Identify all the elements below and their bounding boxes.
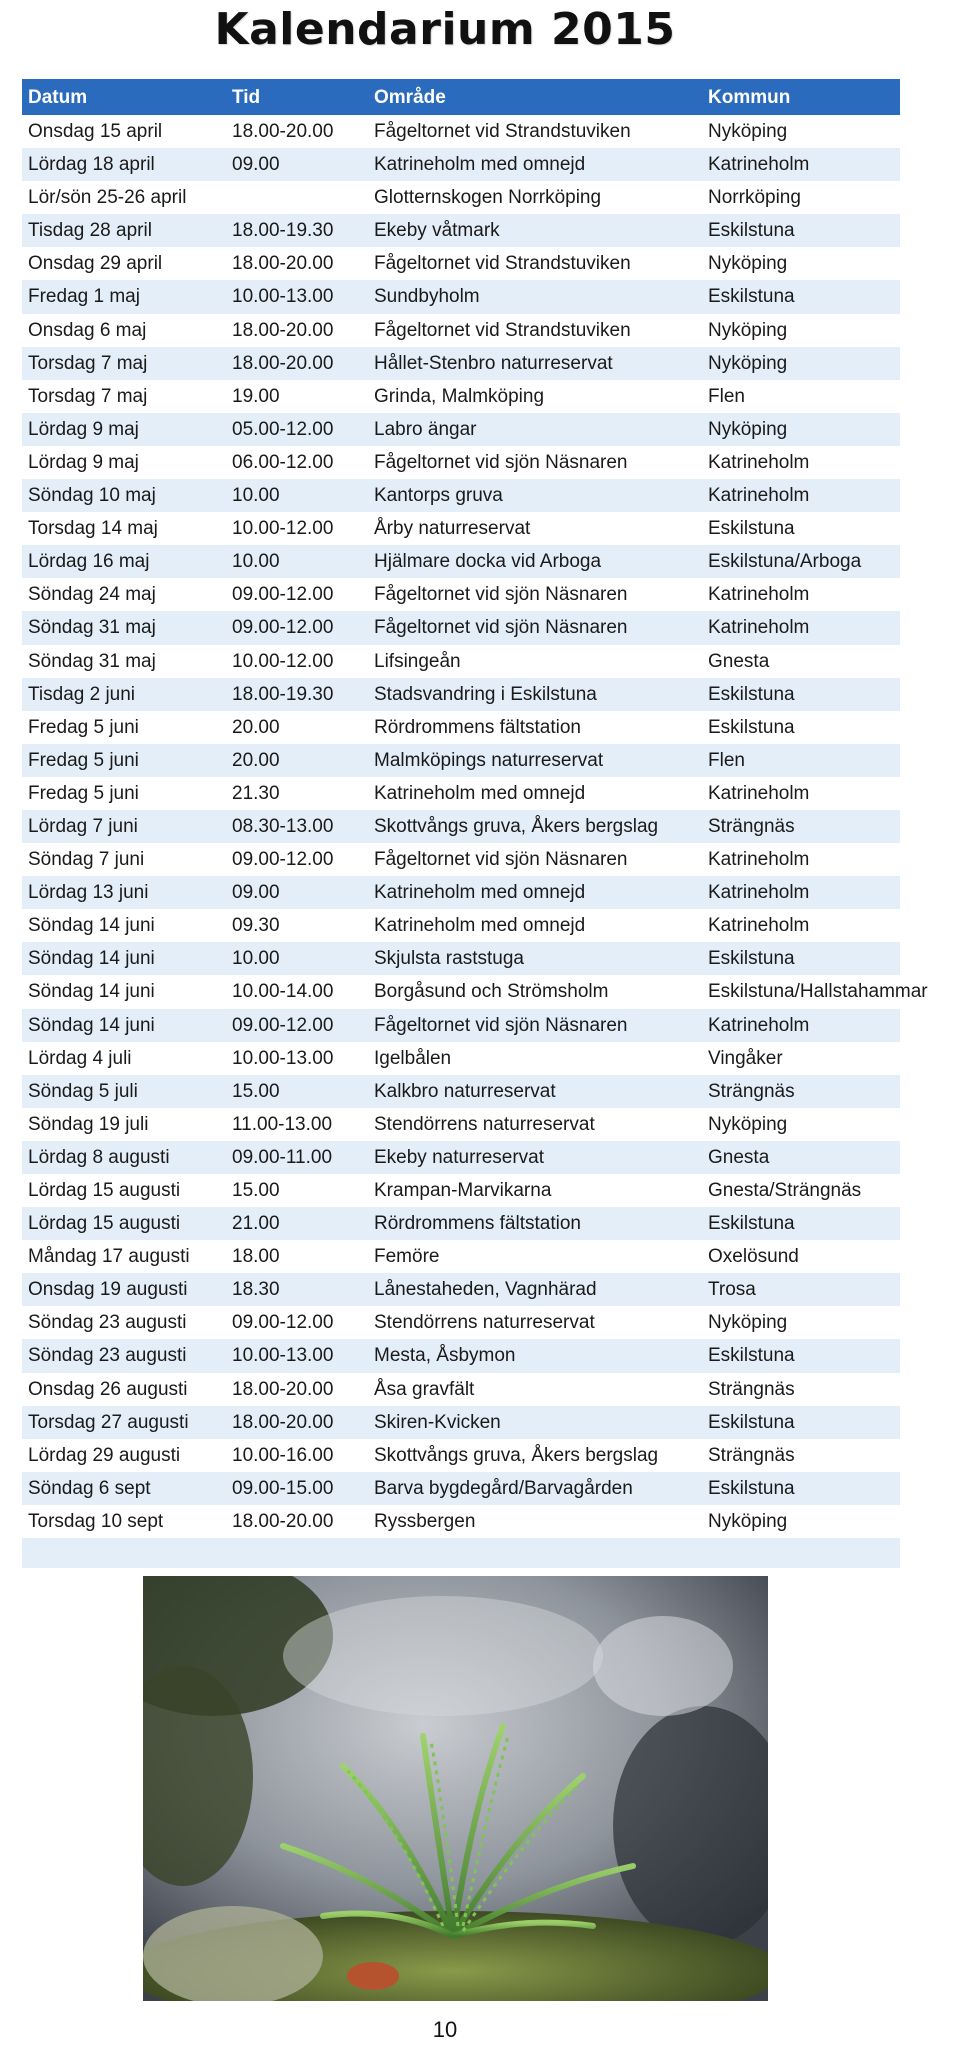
page-title: Kalendarium 2015 <box>214 4 676 55</box>
cell-area: Sundbyholm <box>374 286 480 308</box>
cell-area: Kalkbro naturreservat <box>374 1080 556 1102</box>
cell-municipality: Katrineholm <box>708 782 810 804</box>
cell-date: Lördag 4 juli <box>28 1047 132 1069</box>
table-row <box>22 115 900 148</box>
table-row <box>22 545 900 578</box>
table-row <box>22 1273 900 1306</box>
table-row <box>22 1339 900 1372</box>
cell-time: 10.00-13.00 <box>232 286 334 308</box>
cell-time: 18.00-20.00 <box>232 253 334 275</box>
cell-municipality: Eskilstuna <box>708 948 795 970</box>
cell-time: 19.00 <box>232 385 280 407</box>
cell-date: Lördag 9 maj <box>28 418 139 440</box>
cell-time: 09.30 <box>232 915 280 937</box>
cell-municipality: Katrineholm <box>708 584 810 606</box>
cell-municipality: Katrineholm <box>708 485 810 507</box>
cell-time: 09.00 <box>232 154 280 176</box>
cell-municipality: Eskilstuna <box>708 1345 795 1367</box>
cell-time: 09.00-12.00 <box>232 617 334 639</box>
cell-area: Fågeltornet vid sjön Näsnaren <box>374 451 628 473</box>
cell-time: 18.00-20.00 <box>232 1411 334 1433</box>
cell-time: 08.30-13.00 <box>232 815 334 837</box>
cell-date: Måndag 17 augusti <box>28 1246 190 1268</box>
cell-date: Söndag 10 maj <box>28 485 156 507</box>
cell-date: Fredag 1 maj <box>28 286 140 308</box>
cell-area: Kantorps gruva <box>374 485 503 507</box>
cell-time: 20.00 <box>232 716 280 738</box>
calendar-table <box>22 79 928 1568</box>
table-row <box>22 1207 900 1240</box>
cell-municipality: Katrineholm <box>708 882 810 904</box>
cell-time: 21.30 <box>232 782 280 804</box>
cell-municipality: Nyköping <box>708 1312 788 1334</box>
cell-time: 09.00-12.00 <box>232 849 334 871</box>
header-date: Datum <box>28 87 88 108</box>
cell-time: 09.00-12.00 <box>232 584 334 606</box>
cell-date: Torsdag 7 maj <box>28 352 148 374</box>
cell-date: Söndag 5 juli <box>28 1080 138 1102</box>
cell-area: Lånestaheden, Vagnhärad <box>374 1279 597 1301</box>
cell-area: Borgåsund och Strömsholm <box>374 981 609 1003</box>
cell-municipality: Katrineholm <box>708 915 810 937</box>
cell-date: Torsdag 14 maj <box>28 518 158 540</box>
table-row <box>22 1472 900 1505</box>
cell-time: 05.00-12.00 <box>232 418 334 440</box>
cell-municipality: Gnesta <box>708 1146 770 1168</box>
cell-area: Katrineholm med omnejd <box>374 882 586 904</box>
fern-photo <box>143 1576 768 2001</box>
cell-area: Fågeltornet vid Strandstuviken <box>374 253 631 275</box>
cell-municipality: Eskilstuna/Hallstahammar <box>708 981 928 1003</box>
cell-date: Söndag 19 juli <box>28 1113 149 1135</box>
cell-date: Torsdag 27 augusti <box>28 1411 189 1433</box>
cell-municipality: Strängnäs <box>708 1444 795 1466</box>
table-row <box>22 1439 900 1472</box>
cell-time: 10.00-13.00 <box>232 1047 334 1069</box>
cell-municipality: Eskilstuna <box>708 286 795 308</box>
cell-time: 21.00 <box>232 1213 280 1235</box>
cell-municipality: Vingåker <box>708 1047 783 1069</box>
cell-area: Skottvångs gruva, Åkers bergslag <box>374 1444 659 1466</box>
cell-area: Lifsingeån <box>374 650 461 672</box>
cell-area: Glotternskogen Norrköping <box>374 187 602 209</box>
cell-time: 18.00-19.30 <box>232 683 334 705</box>
cell-time: 18.00-20.00 <box>232 121 334 142</box>
cell-date: Söndag 14 juni <box>28 948 155 970</box>
cell-area: Stendörrens naturreservat <box>374 1312 595 1334</box>
table-row <box>22 214 900 247</box>
cell-area: Grinda, Malmköping <box>374 385 545 407</box>
cell-date: Lördag 16 maj <box>28 551 150 573</box>
cell-municipality: Nyköping <box>708 121 788 142</box>
table-row <box>22 1108 900 1141</box>
cell-date: Tisdag 2 juni <box>28 683 136 705</box>
cell-area: Barva bygdegård/Barvagården <box>374 1477 633 1499</box>
cell-municipality: Gnesta <box>708 650 770 672</box>
cell-date: Söndag 23 augusti <box>28 1312 187 1334</box>
cell-area: Igelbålen <box>374 1047 452 1069</box>
cell-time: 18.00-20.00 <box>232 1378 334 1400</box>
cell-area: Skottvångs gruva, Åkers bergslag <box>374 815 659 837</box>
cell-date: Söndag 14 juni <box>28 1014 155 1036</box>
cell-time: 10.00 <box>232 948 280 970</box>
cell-time: 10.00-12.00 <box>232 518 334 540</box>
cell-time: 10.00-16.00 <box>232 1444 334 1466</box>
table-row <box>22 512 900 545</box>
cell-municipality: Eskilstuna <box>708 1411 795 1433</box>
cell-area: Katrineholm med omnejd <box>374 915 586 937</box>
cell-area: Fågeltornet vid sjön Näsnaren <box>374 849 628 871</box>
table-row <box>22 645 900 678</box>
cell-municipality: Trosa <box>708 1279 756 1301</box>
table-row <box>22 1075 900 1108</box>
cell-time: 09.00 <box>232 882 280 904</box>
cell-municipality: Strängnäs <box>708 815 795 837</box>
table-row <box>22 446 900 479</box>
cell-area: Ekeby våtmark <box>374 220 500 242</box>
table-row <box>22 148 900 181</box>
header-time: Tid <box>232 87 261 108</box>
cell-time: 10.00-13.00 <box>232 1345 334 1367</box>
cell-date: Fredag 5 juni <box>28 782 139 804</box>
table-row <box>22 942 900 975</box>
cell-time: 20.00 <box>232 749 280 771</box>
table-row <box>22 181 900 214</box>
cell-municipality: Nyköping <box>708 418 788 440</box>
cell-date: Lördag 7 juni <box>28 815 138 837</box>
cell-municipality: Nyköping <box>708 352 788 374</box>
table-row <box>22 678 900 711</box>
table-row <box>22 1406 900 1439</box>
cell-date: Söndag 31 maj <box>28 617 156 639</box>
cell-date: Onsdag 29 april <box>28 253 163 275</box>
table-row <box>22 347 900 380</box>
cell-time: 10.00 <box>232 485 280 507</box>
cell-date: Fredag 5 juni <box>28 749 139 771</box>
table-row <box>22 1009 900 1042</box>
cell-area: Katrineholm med omnejd <box>374 154 586 176</box>
cell-area: Malmköpings naturreservat <box>374 749 604 771</box>
cell-municipality: Katrineholm <box>708 849 810 871</box>
cell-date: Söndag 14 juni <box>28 915 155 937</box>
cell-date: Onsdag 19 augusti <box>28 1279 188 1301</box>
cell-area: Åsa gravfält <box>374 1378 475 1400</box>
cell-date: Söndag 14 juni <box>28 981 155 1003</box>
cell-time: 10.00-14.00 <box>232 981 334 1003</box>
cell-area: Skjulsta raststuga <box>374 948 524 970</box>
cell-municipality: Oxelösund <box>708 1246 799 1268</box>
cell-date: Lördag 13 juni <box>28 882 149 904</box>
cell-date: Torsdag 7 maj <box>28 385 148 407</box>
cell-date: Lör/sön 25-26 april <box>28 187 187 209</box>
cell-time: 09.00-12.00 <box>232 1312 334 1334</box>
table-row <box>22 1174 900 1207</box>
cell-area: Fågeltornet vid Strandstuviken <box>374 319 631 341</box>
cell-date: Söndag 6 sept <box>28 1477 151 1499</box>
cell-area: Katrineholm med omnejd <box>374 782 586 804</box>
table-end-row <box>22 1538 900 1568</box>
table-row <box>22 843 900 876</box>
cell-municipality: Nyköping <box>708 1510 788 1532</box>
cell-time: 18.00-20.00 <box>232 1510 334 1532</box>
table-row <box>22 975 928 1008</box>
table-row <box>22 711 900 744</box>
table-row <box>22 1240 900 1273</box>
cell-time: 15.00 <box>232 1080 280 1102</box>
table-body <box>22 115 928 1538</box>
cell-municipality: Katrineholm <box>708 451 810 473</box>
cell-date: Torsdag 10 sept <box>28 1510 164 1532</box>
cell-time: 09.00-11.00 <box>232 1146 333 1168</box>
cell-municipality: Katrineholm <box>708 154 810 176</box>
cell-date: Lördag 15 augusti <box>28 1180 181 1201</box>
cell-municipality: Katrineholm <box>708 1014 810 1036</box>
cell-municipality: Flen <box>708 385 745 407</box>
cell-area: Hållet-Stenbro naturreservat <box>374 352 613 374</box>
cell-area: Fågeltornet vid sjön Näsnaren <box>374 584 628 606</box>
page-number: 10 <box>432 2017 458 2042</box>
table-row <box>22 611 900 644</box>
cell-area: Labro ängar <box>374 418 477 440</box>
cell-date: Onsdag 26 augusti <box>28 1378 188 1400</box>
table-row <box>22 479 900 512</box>
cell-area: Årby naturreservat <box>374 518 531 540</box>
cell-area: Ryssbergen <box>374 1510 476 1532</box>
table-row <box>22 413 900 446</box>
table-row <box>22 380 900 413</box>
cell-municipality: Eskilstuna <box>708 518 795 540</box>
table-row <box>22 314 900 347</box>
header-municipality: Kommun <box>708 87 791 108</box>
cell-time: 18.00-20.00 <box>232 352 334 374</box>
cell-date: Fredag 5 juni <box>28 716 139 738</box>
cell-area: Stendörrens naturreservat <box>374 1113 595 1135</box>
cell-municipality: Norrköping <box>708 187 801 209</box>
cell-area: Femöre <box>374 1246 440 1268</box>
cell-municipality: Katrineholm <box>708 617 810 639</box>
cell-time: 18.30 <box>232 1279 280 1301</box>
table-row <box>22 1042 900 1075</box>
cell-date: Onsdag 15 april <box>28 121 163 142</box>
cell-area: Krampan-Marvikarna <box>374 1180 552 1201</box>
cell-time: 10.00-12.00 <box>232 650 334 672</box>
table-row <box>22 876 900 909</box>
table-row <box>22 810 900 843</box>
cell-date: Onsdag 6 maj <box>28 319 147 341</box>
table-row <box>22 578 900 611</box>
cell-time: 18.00 <box>232 1246 280 1268</box>
table-row <box>22 280 900 313</box>
cell-time: 15.00 <box>232 1180 280 1201</box>
cell-municipality: Eskilstuna <box>708 683 795 705</box>
cell-time: 10.00 <box>232 551 280 573</box>
cell-date: Söndag 24 maj <box>28 584 156 606</box>
cell-area: Fågeltornet vid sjön Näsnaren <box>374 617 628 639</box>
cell-time: 18.00-19.30 <box>232 220 334 242</box>
cell-date: Lördag 9 maj <box>28 451 139 473</box>
cell-area: Ekeby naturreservat <box>374 1146 545 1168</box>
cell-area: Mesta, Åsbymon <box>374 1345 516 1367</box>
cell-time: 09.00-12.00 <box>232 1014 334 1036</box>
cell-municipality: Strängnäs <box>708 1378 795 1400</box>
cell-area: Skiren-Kvicken <box>374 1411 501 1433</box>
header-area: Område <box>374 87 446 108</box>
cell-date: Lördag 15 augusti <box>28 1213 181 1235</box>
table-row <box>22 909 900 942</box>
cell-time: 18.00-20.00 <box>232 319 334 341</box>
cell-date: Lördag 18 april <box>28 154 155 176</box>
cell-date: Söndag 7 juni <box>28 849 145 871</box>
cell-municipality: Eskilstuna <box>708 716 795 738</box>
table-row <box>22 1505 900 1538</box>
cell-date: Lördag 29 augusti <box>28 1444 181 1466</box>
cell-area: Hjälmare docka vid Arboga <box>374 551 602 573</box>
cell-municipality: Eskilstuna <box>708 1213 795 1235</box>
cell-area: Stadsvandring i Eskilstuna <box>374 683 597 705</box>
cell-municipality: Nyköping <box>708 253 788 275</box>
cell-area: Fågeltornet vid Strandstuviken <box>374 121 631 142</box>
cell-date: Tisdag 28 april <box>28 220 152 242</box>
table-row <box>22 247 900 280</box>
cell-time: 11.00-13.00 <box>232 1113 333 1135</box>
cell-municipality: Eskilstuna/Arboga <box>708 551 862 573</box>
cell-area: Fågeltornet vid sjön Näsnaren <box>374 1014 628 1036</box>
cell-municipality: Flen <box>708 749 745 771</box>
cell-date: Söndag 23 augusti <box>28 1345 187 1367</box>
cell-municipality: Nyköping <box>708 1113 788 1135</box>
cell-area: Rördrommens fältstation <box>374 1213 581 1235</box>
table-row <box>22 1306 900 1339</box>
table-row <box>22 744 900 777</box>
table-header <box>22 79 900 115</box>
cell-municipality: Eskilstuna <box>708 1477 795 1499</box>
table-row <box>22 1373 900 1406</box>
table-row <box>22 777 900 810</box>
cell-municipality: Gnesta/Strängnäs <box>708 1180 862 1201</box>
table-row <box>22 1141 900 1174</box>
cell-area: Rördrommens fältstation <box>374 716 581 738</box>
cell-municipality: Strängnäs <box>708 1080 795 1102</box>
cell-date: Lördag 8 augusti <box>28 1146 170 1168</box>
cell-date: Söndag 31 maj <box>28 650 156 672</box>
cell-municipality: Eskilstuna <box>708 220 795 242</box>
cell-time: 09.00-15.00 <box>232 1477 334 1499</box>
cell-municipality: Nyköping <box>708 319 788 341</box>
cell-time: 06.00-12.00 <box>232 451 334 473</box>
